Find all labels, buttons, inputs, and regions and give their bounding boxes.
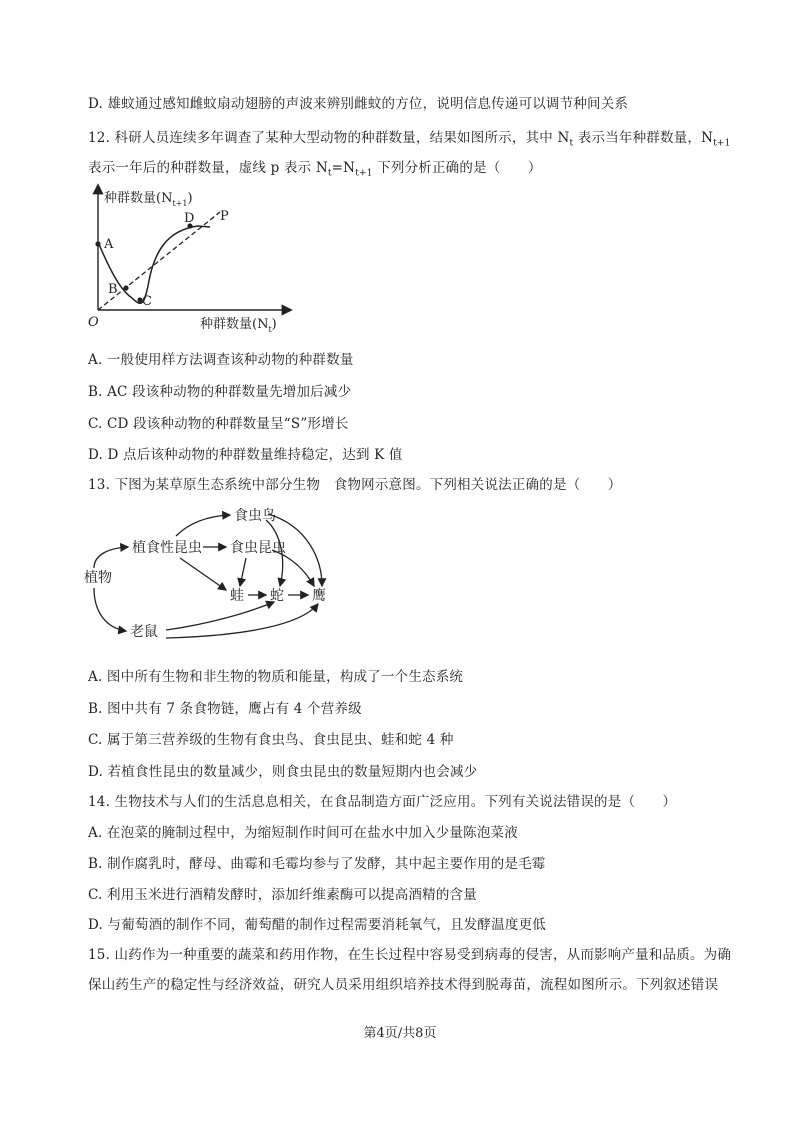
node-snake: 蛇	[270, 588, 284, 604]
q14-stem: 14. 生物技术与人们的生活息息相关，在食品制造方面广泛应用。下列有关说法错误的是（ ）	[88, 794, 677, 810]
x-axis-label: 种群数量$(N_t)$	[200, 317, 277, 334]
q14-option-c: C. 利用玉米进行酒精发酵时，添加纤维素酶可以提高酒精的含量	[88, 887, 477, 903]
q13-option-a: A. 图中所有生物和非生物的物质和能量，构成了一个生态系统	[88, 669, 464, 685]
q13-option-c: C. 属于第三营养级的生物有食虫鸟、食虫昆虫、蛙和蛇 4 种	[88, 732, 454, 748]
arrow-mouse-snake	[166, 602, 274, 630]
label-a: A	[104, 237, 114, 252]
q12-stem-sub-t1: t+1	[713, 138, 731, 149]
q11-option-d: D. 雄蚊通过感知雌蚊扇动翅膀的声波来辨别雌蚊的方位，说明信息传递可以调节种间关系	[88, 96, 629, 112]
page-footer: 第4页/共8页	[363, 1026, 437, 1041]
label-b: B	[108, 282, 118, 297]
node-frog: 蛙	[230, 588, 244, 604]
label-d: D	[184, 211, 195, 226]
q13-food-web	[80, 500, 360, 650]
q12-stem-text-a: 12. 科研人员连续多年调查了某种大型动物的种群数量，结果如图所示，其中 N	[88, 130, 570, 146]
q14-option-d: D. 与葡萄酒的制作不同，葡萄醋的制作过程需要消耗氧气，且发酵温度更低	[88, 917, 546, 933]
y-axis-label: 种群数量$(N_{t+1})$	[104, 191, 193, 208]
q12-stem-line1	[88, 126, 731, 149]
q13-stem: 13. 下图为某草原生态系统中部分生物 食物网示意图。下列相关说法正确的是（ ）	[88, 477, 622, 493]
arrow-insect-frog	[240, 558, 246, 586]
node-insect-bird: 食虫鸟	[234, 508, 276, 524]
q12-stem-sub-t3: t+1	[355, 168, 373, 179]
q12-option-d: D. D 点后该种动物的种群数量维持稳定，达到 K 值	[88, 447, 403, 463]
node-insect-insect: 食虫昆虫	[230, 540, 286, 556]
label-c: C	[142, 294, 152, 309]
point-a	[95, 241, 100, 246]
q12-stem-text-b: 表示当年种群数量，N	[573, 130, 714, 146]
label-p: P	[220, 209, 229, 224]
node-mouse: 老鼠	[130, 624, 158, 640]
q13-option-b: B. 图中共有 7 条食物链，鹰占有 4 个营养级	[88, 701, 362, 717]
node-herb-insect: 植食性昆虫	[132, 540, 202, 556]
q12-option-c: C. CD 段该种动物的种群数量呈“S”形增长	[88, 416, 349, 432]
arrow-herb-bird	[176, 515, 230, 536]
point-b	[123, 285, 128, 290]
q15-stem-line1: 15. 山药作为一种重要的蔬菜和药用作物，在生长过程中容易受到病毒的侵害，从而影响产量和品质。为确	[88, 947, 732, 963]
q12-stem-text-c: 表示一年后的种群数量，虚线 p 表示 N	[88, 160, 328, 176]
q12-stem-sub-t: t	[569, 138, 574, 149]
q12-option-b: B. AC 段该种动物的种群数量先增加后减少	[88, 384, 352, 400]
q12-stem-sub-t2: t	[327, 168, 332, 179]
q14-option-b: B. 制作腐乳时，酵母、曲霉和毛霉均参与了发酵，其中起主要作用的是毛霉	[88, 856, 546, 872]
node-plant: 植物	[84, 570, 112, 586]
q12-option-a: A. 一般使用样方法调查该种动物的种群数量	[88, 352, 354, 368]
node-hawk: 鹰	[312, 588, 326, 604]
q12-stem-text-d: =N	[331, 160, 356, 176]
q13-option-d: D. 若植食性昆虫的数量减少，则食虫昆虫的数量短期内也会减少	[88, 764, 478, 780]
q12-population-graph	[80, 180, 310, 340]
q12-stem-line2	[88, 156, 542, 179]
q12-stem-text-e: 下列分析正确的是（ ）	[372, 160, 542, 176]
origin-label: O	[88, 315, 99, 330]
arrow-plant-herb	[94, 547, 128, 568]
q14-option-a: A. 在泡菜的腌制过程中，为缩短制作时间可在盐水中加入少量陈泡菜液	[88, 825, 518, 841]
q15-stem-line2: 保山药生产的稳定性与经济效益，研究人员采用组织培养技术得到脱毒苗，流程如图所示。下列叙述错误	[88, 977, 719, 993]
arrow-plant-mouse	[94, 588, 126, 631]
arrow-mouse-hawk	[166, 604, 318, 638]
arrow-herb-frog	[180, 558, 226, 590]
